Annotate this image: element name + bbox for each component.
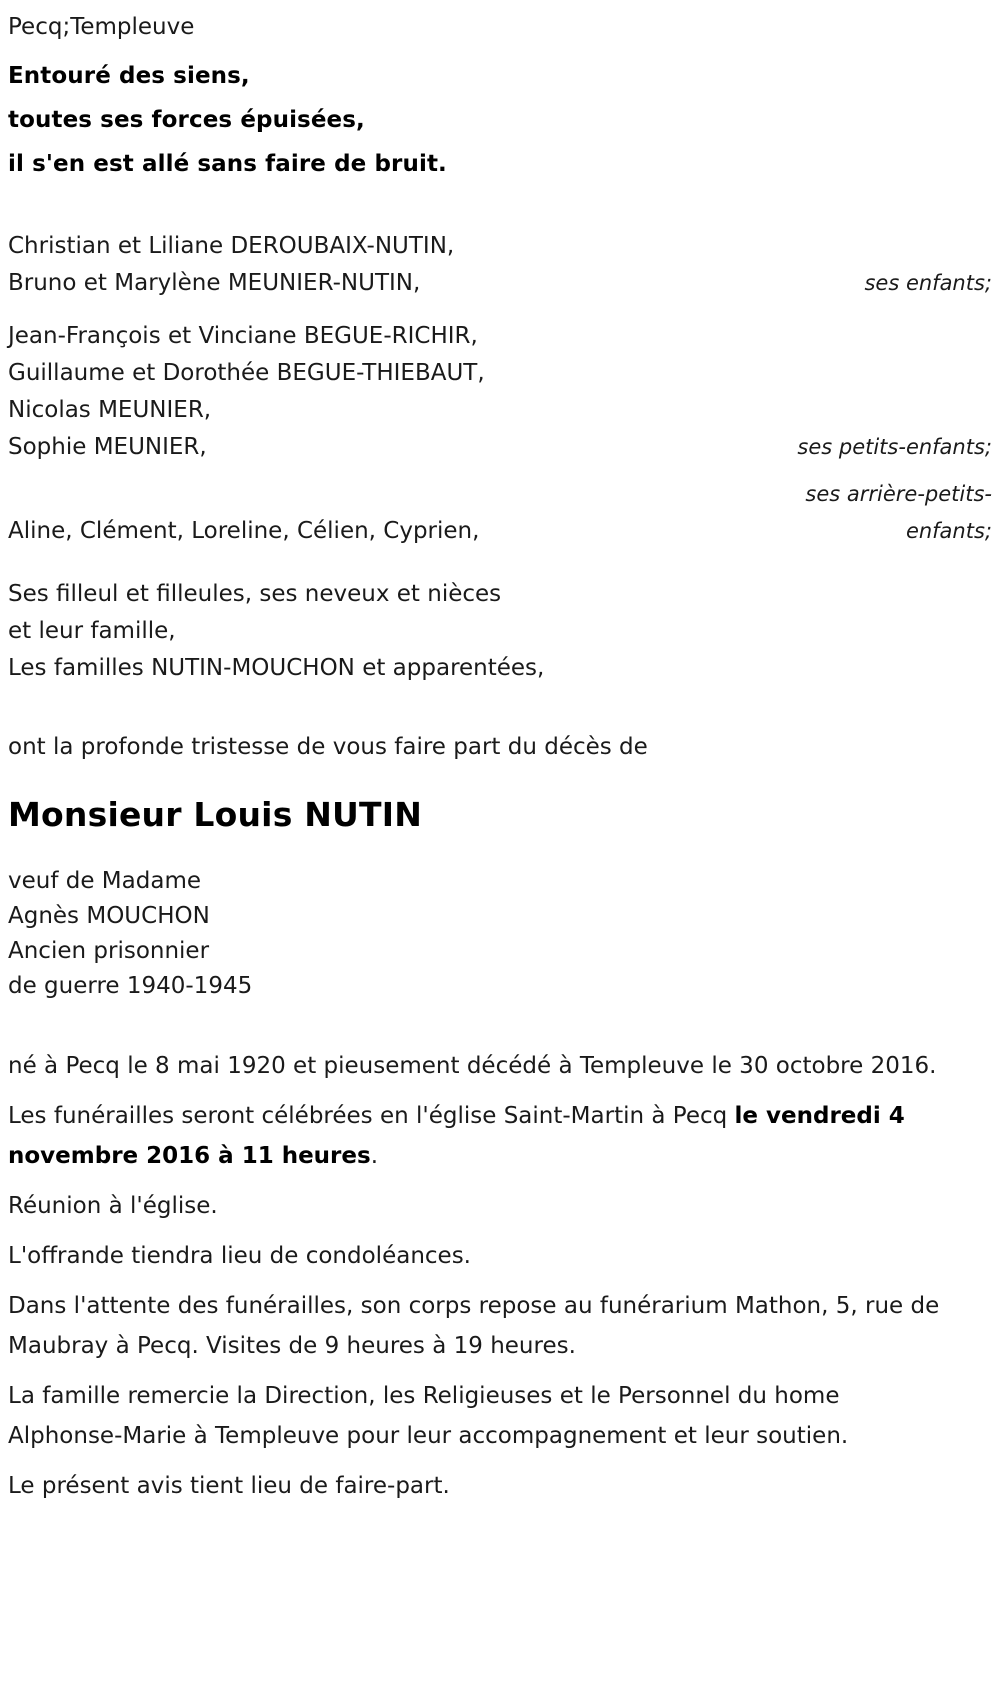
name-line: Jean-François et Vinciane BEGUE-RICHIR,: [8, 323, 478, 349]
relation-label-great-grandchildren: ses arrière-petits-enfants;: [805, 482, 992, 543]
spacer: [8, 1176, 992, 1186]
detail-line: de guerre 1940-1945: [8, 973, 253, 999]
birth-death-paragraph: né à Pecq le 8 mai 1920 et pieusement décédé à Templeuve le 30 octobre 2016.: [8, 1053, 937, 1079]
name-line: Sophie MEUNIER,: [8, 434, 207, 460]
family-group-children: [8, 228, 992, 302]
spacer: [8, 302, 992, 318]
spacer: [8, 550, 992, 576]
deceased-name: Monsieur Louis NUTIN: [8, 795, 423, 834]
children-names: [8, 228, 454, 302]
other-relatives-line: et leur famille,: [8, 618, 176, 644]
detail-line: veuf de Madame: [8, 868, 201, 894]
spacer: [8, 1456, 992, 1466]
name-line: Guillaume et Dorothée BEGUE-THIEBAUT,: [8, 360, 485, 386]
epitaph-line-3: il s'en est allé sans faire de bruit.: [8, 151, 447, 177]
spacer: [8, 1226, 992, 1236]
name-line: Bruno et Marylène MEUNIER-NUTIN,: [8, 270, 421, 296]
spacer: [8, 1366, 992, 1376]
funeral-suffix: .: [370, 1143, 379, 1169]
spacer: [8, 687, 992, 729]
relation-label-grandchildren: ses petits-enfants;: [797, 435, 992, 459]
other-relatives-block: [8, 576, 992, 687]
spacer: [8, 466, 992, 476]
epitaph-line-2: toutes ses forces épuisées,: [8, 107, 365, 133]
great-grandchildren-names: [8, 513, 479, 550]
funerarium-paragraph: Dans l'attente des funérailles, son corps repose au funérarium Mathon, 5, rue de Maubray à Pecq. Visites de 9 heures à 19 heures.: [8, 1293, 940, 1359]
spacer: [8, 766, 992, 792]
announcement-text: ont la profonde tristesse de vous faire part du décès de: [8, 734, 648, 760]
locality-header: Pecq;Templeuve: [8, 14, 195, 40]
epitaph-block: [8, 54, 992, 186]
other-relatives-line: Ses filleul et filleules, ses neveux et nièces: [8, 581, 502, 607]
other-relatives-line: Les familles NUTIN-MOUCHON et apparentées,: [8, 655, 545, 681]
spacer: [8, 1086, 992, 1096]
deceased-details: [8, 864, 992, 1004]
family-group-grandchildren: [8, 318, 992, 466]
funeral-paragraph: [8, 1096, 952, 1176]
thanks-paragraph: La famille remercie la Direction, les Religieuses et le Personnel du home Alphonse-Marie à Templeuve pour leur accompagnement et leur soutien.: [8, 1383, 849, 1449]
name-line: Christian et Liliane DEROUBAIX-NUTIN,: [8, 233, 455, 259]
spacer: [8, 186, 992, 228]
offering-paragraph: L'offrande tiendra lieu de condoléances.: [8, 1243, 471, 1269]
notice-paragraph: Le présent avis tient lieu de faire-part.: [8, 1473, 450, 1499]
family-group-great-grandchildren: [8, 476, 992, 550]
name-line: Aline, Clément, Loreline, Célien, Cyprien,: [8, 518, 480, 544]
spacer: [8, 1004, 992, 1046]
epitaph-line-1: Entouré des siens,: [8, 63, 250, 89]
spacer: [8, 1276, 992, 1286]
detail-line: Ancien prisonnier: [8, 938, 210, 964]
spacer: [8, 838, 992, 864]
name-line: Nicolas MEUNIER,: [8, 397, 212, 423]
detail-line: Agnès MOUCHON: [8, 903, 210, 929]
grandchildren-names: [8, 318, 485, 466]
funeral-prefix: Les funérailles seront célébrées en l'église Saint-Martin à Pecq: [8, 1103, 735, 1129]
gathering-paragraph: Réunion à l'église.: [8, 1193, 218, 1219]
funeral-datetime: le vendredi 4 novembre 2016 à 11 heures: [8, 1103, 905, 1169]
relation-label-children: ses enfants;: [864, 271, 992, 295]
